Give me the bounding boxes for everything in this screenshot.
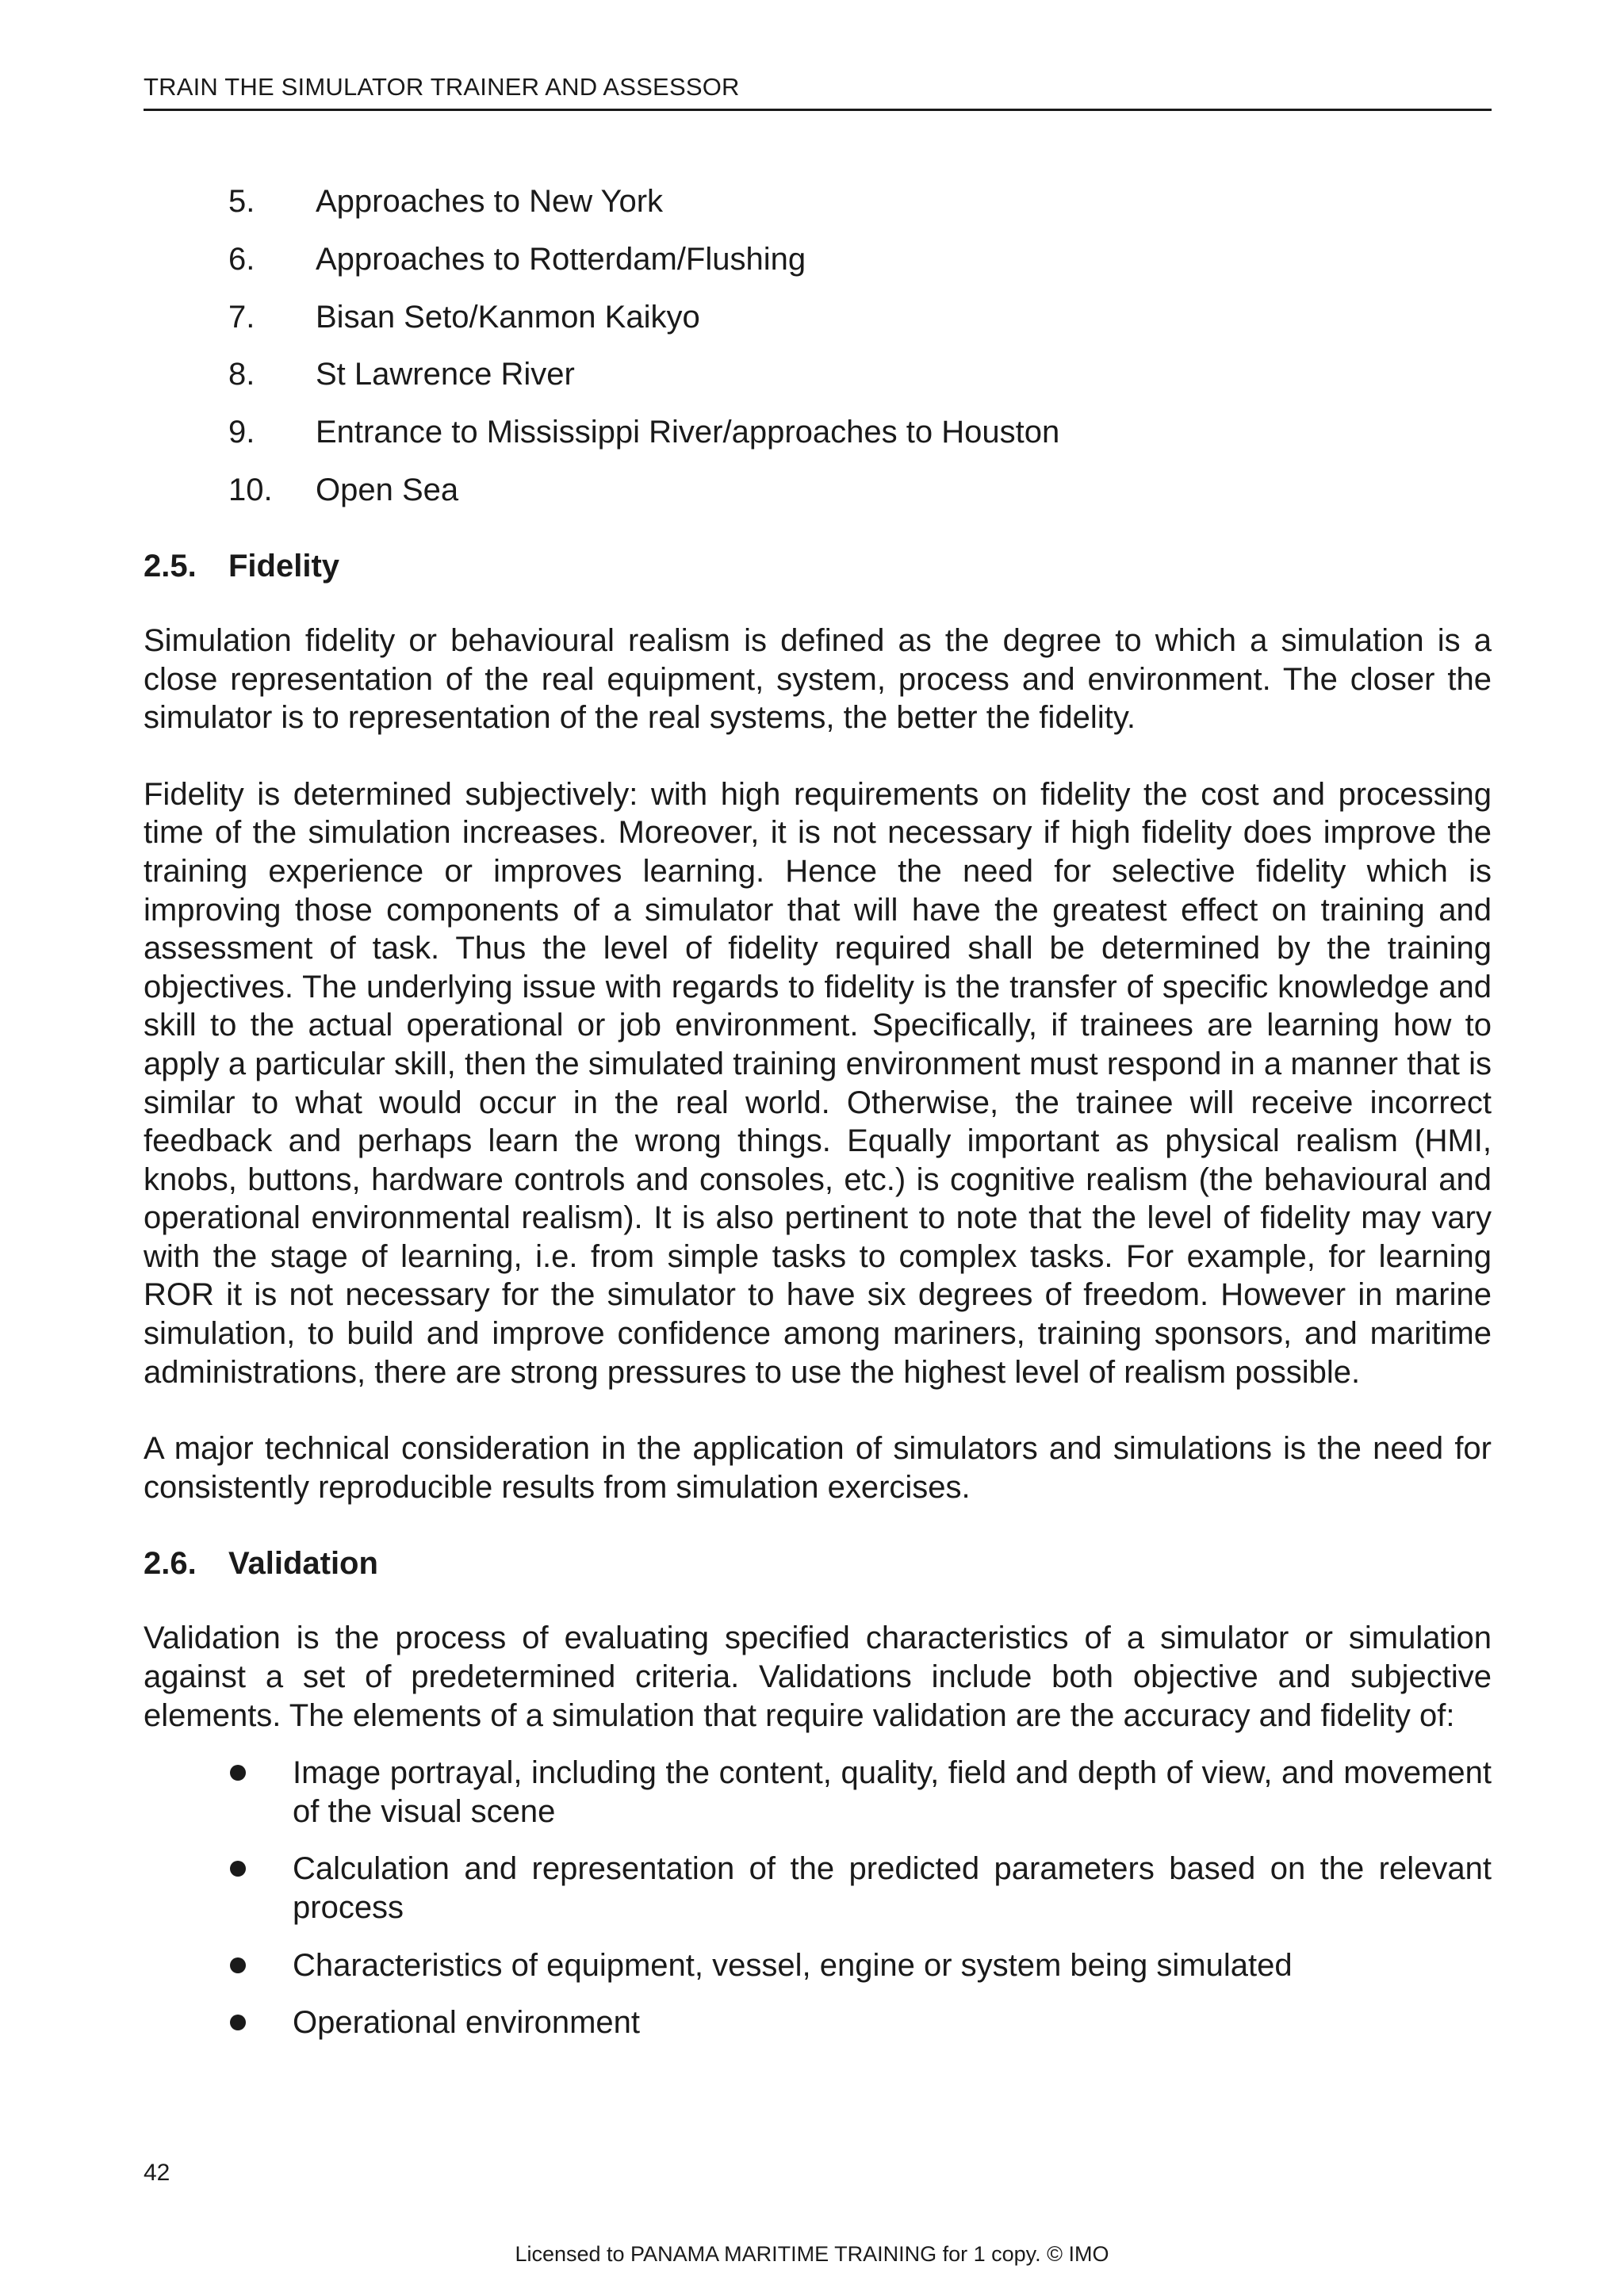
list-item: [144, 471, 1492, 519]
paragraph: A major technical consideration in the application of simulators and simulations is the need for consistently reproducible results from simulation exercises.: [144, 1431, 1492, 1505]
list-item: [144, 182, 1492, 240]
bullet-list: [144, 1754, 1492, 2042]
list-item-number: 9.: [228, 415, 255, 450]
list-item: [144, 413, 1492, 471]
list-item-text: St Lawrence River: [316, 357, 575, 392]
bullet-text: Image portrayal, including the content, quality, field and depth of view, and movement of the visual scene: [293, 1755, 1492, 1829]
list-item-number: 10.: [228, 472, 273, 507]
header-title: TRAIN THE SIMULATOR TRAINER AND ASSESSOR: [144, 73, 740, 101]
list-item-text: Approaches to Rotterdam/Flushing: [316, 241, 806, 277]
list-item: [144, 298, 1492, 356]
list-item-number: 5.: [228, 184, 255, 219]
bullet-text: Calculation and representation of the predicted parameters based on the relevant process: [293, 1851, 1492, 1926]
section-number: 2.6.: [144, 1546, 197, 1582]
page-number: 42: [144, 2160, 170, 2186]
paragraph: Simulation fidelity or behavioural realism is defined as the degree to which a simulation is a close representation of the real equipment, system, process and environment. The closer the simulator is to representation of the real systems, the better the fidelity.: [144, 622, 1492, 736]
list-item-number: 6.: [228, 241, 255, 277]
list-item-text: Entrance to Mississippi River/approaches to Houston: [316, 415, 1060, 450]
list-item-text: Open Sea: [316, 472, 459, 507]
list-item-number: 7.: [228, 299, 255, 335]
section-heading-validation: [144, 1544, 1492, 1582]
bullet-text: Characteristics of equipment, vessel, engine or system being simulated: [293, 1947, 1293, 1983]
page-content: [144, 182, 1492, 2042]
paragraph: Fidelity is determined subjectively: with high requirements on fidelity the cost and processing time of the simulation increases. Moreover, it is not necessary if high fidelity does improve the training experience or improves learning. Hence the need for selective fidelity which is improving those components of a simulator that will have the greatest effect on training and assessment of task. Thus the level of fidelity required shall be determined by the training objectives. The underlying issue with regards to fidelity is the transfer of specific knowledge and skill to the actual operational or job environment. Specifically, if trainees are learning how to apply a particular skill, then the simulated training environment must respond in a manner that is similar to what would occur in the real world. Otherwise, the trainee will receive incorrect feedback and perhaps learn the wrong things. Equally important as physical realism (HMI, knobs, buttons, hardware controls and consoles, etc.) is cognitive realism (the behavioural and operational environmental realism). It is also pertinent to note that the level of fidelity may vary with the stage of learning, i.e. from simple tasks to complex tasks. For example, for learning ROR it is not necessary for the simulator to have six degrees of freedom. However in marine simulation, to build and improve confidence among mariners, training sponsors, and maritime administrations, there are strong pressures to use the highest level of realism possible.: [144, 776, 1492, 1390]
list-item: [144, 355, 1492, 413]
section-number: 2.5.: [144, 548, 197, 584]
numbered-list: [144, 182, 1492, 519]
bullet-item: [144, 2003, 1492, 2042]
paragraph: Validation is the process of evaluating specified characteristics of a simulator or simulation against a set of predetermined criteria. Validations include both objective and subjective elements. The elements of a simulation that require validation are the accuracy and fidelity of:: [144, 1621, 1492, 1733]
section-title: Fidelity: [228, 548, 340, 584]
bullet-item: [144, 1850, 1492, 1927]
bullet-dot-icon: [230, 2015, 246, 2030]
list-item-text: Approaches to New York: [316, 184, 664, 219]
bullet-text: Operational environment: [293, 2005, 641, 2041]
list-item: [144, 240, 1492, 298]
bullet-item: [144, 1946, 1492, 1985]
bullet-dot-icon: [230, 1765, 246, 1781]
section-title: Validation: [228, 1546, 378, 1582]
section-heading-fidelity: [144, 547, 1492, 585]
bullet-dot-icon: [230, 1861, 246, 1877]
license-notice: Licensed to PANAMA MARITIME TRAINING for 1 copy. © IMO: [515, 2242, 1109, 2266]
bullet-item: [144, 1754, 1492, 1831]
list-item-number: 8.: [228, 357, 255, 392]
running-header: [144, 70, 1492, 111]
bullet-dot-icon: [230, 1957, 246, 1973]
list-item-text: Bisan Seto/Kanmon Kaikyo: [316, 299, 700, 335]
